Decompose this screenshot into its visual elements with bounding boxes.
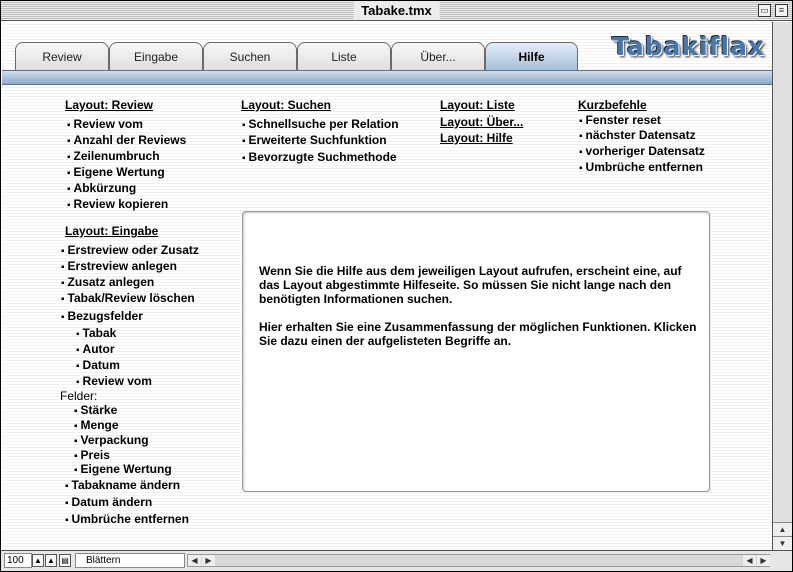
zoom-level[interactable]: 100	[4, 553, 32, 568]
help-link-feld-preis[interactable]: ▪ Preis	[74, 448, 110, 462]
tab-review[interactable]: Review	[15, 42, 109, 70]
tab-ueber[interactable]: Über...	[391, 42, 485, 70]
help-link-erweiterte-suche[interactable]: ▪ Erweiterte Suchfunktion	[242, 133, 387, 147]
felder-label: Felder:	[60, 389, 98, 403]
zoom-out-icon[interactable]: ▲	[32, 554, 44, 567]
collapse-window-icon[interactable]: ≡	[775, 4, 788, 17]
section-title-review[interactable]: Layout: Review	[65, 98, 154, 112]
help-link-eigene-wertung[interactable]: ▪ Eigene Wertung	[67, 165, 165, 179]
section-title-ueber[interactable]: Layout: Über...	[440, 115, 524, 129]
help-link-review-kopieren[interactable]: ▪ Review kopieren	[67, 197, 168, 211]
section-title-hilfe[interactable]: Layout: Hilfe	[440, 131, 513, 145]
scroll-left-icon[interactable]: ◀	[188, 555, 201, 566]
help-link-feld-staerke[interactable]: ▪ Stärke	[74, 403, 117, 417]
help-link-bezugsfelder[interactable]: ▪ Bezugsfelder	[61, 309, 143, 323]
horizontal-scrollbar[interactable]	[187, 554, 770, 567]
help-link-feld-menge[interactable]: ▪ Menge	[74, 418, 119, 432]
help-link-fenster-reset[interactable]: ▪ Fenster reset	[579, 113, 661, 127]
help-info-box	[242, 211, 710, 492]
help-link-feld-eigene-wertung[interactable]: ▪ Eigene Wertung	[74, 462, 172, 476]
help-link-zeilenumbruch[interactable]: ▪ Zeilenumbruch	[67, 149, 160, 163]
layout-content	[2, 22, 772, 550]
window-title: Tabake.tmx	[353, 2, 440, 19]
help-link-erstreview-oder-zusatz[interactable]: ▪ Erstreview oder Zusatz	[61, 243, 199, 257]
help-link-umbrueche-entfernen[interactable]: ▪ Umbrüche entfernen	[65, 512, 189, 526]
help-link-tabakname-aendern[interactable]: ▪ Tabakname ändern	[65, 478, 180, 492]
help-link-review-vom[interactable]: ▪ Review vom	[67, 117, 143, 131]
help-link-feld-verpackung[interactable]: ▪ Verpackung	[74, 433, 149, 447]
help-link-umbrueche-entfernen-kurz[interactable]: ▪ Umbrüche entfernen	[579, 160, 703, 174]
info-paragraph-2: Hier erhalten Sie eine Zusammenfassung der möglichen Funktionen. Klicken Sie dazu einen der aufgelisteten Begriffe an.	[259, 320, 697, 348]
help-link-bezug-review-vom[interactable]: ▪ Review vom	[76, 374, 152, 388]
zoom-in-icon[interactable]: ▲	[45, 554, 57, 567]
status-bar	[1, 550, 792, 571]
help-link-bezug-datum[interactable]: ▪ Datum	[76, 358, 120, 372]
section-title-suchen[interactable]: Layout: Suchen	[241, 98, 332, 112]
section-title-liste[interactable]: Layout: Liste	[440, 98, 515, 112]
mode-indicator[interactable]: Blättern	[75, 553, 185, 568]
help-link-schnellsuche[interactable]: ▪ Schnellsuche per Relation	[242, 117, 399, 131]
tab-suchen[interactable]: Suchen	[203, 42, 297, 70]
tabakiflax-logo: Tabakiflax	[612, 32, 766, 61]
title-bar[interactable]	[1, 1, 792, 21]
status-area-toggle-icon[interactable]: ▤	[59, 554, 71, 567]
scroll-right-icon[interactable]: ▶	[202, 555, 215, 566]
help-link-datum-aendern[interactable]: ▪ Datum ändern	[65, 495, 152, 509]
vertical-scrollbar[interactable]	[772, 22, 792, 550]
info-paragraph-1: Wenn Sie die Hilfe aus dem jeweiligen Layout aufrufen, erscheint eine, auf das Layout abgestimmte Hilfeseite. So müssen Sie nicht lange nach den benötigten Informationen suchen.	[259, 264, 682, 306]
tab-liste[interactable]: Liste	[297, 42, 391, 70]
tab-hilfe[interactable]: Hilfe	[485, 42, 578, 70]
help-link-naechster-datensatz[interactable]: ▪ nächster Datensatz	[579, 128, 696, 142]
help-link-bezug-autor[interactable]: ▪ Autor	[76, 342, 115, 356]
scroll-right-end-icon[interactable]: ▶	[757, 555, 770, 566]
tab-eingabe[interactable]: Eingabe	[109, 42, 203, 70]
header-strip	[2, 70, 772, 85]
section-title-kurzbefehle[interactable]: Kurzbefehle	[578, 98, 647, 112]
help-link-zusatz-anlegen[interactable]: ▪ Zusatz anlegen	[61, 275, 154, 289]
help-link-vorheriger-datensatz[interactable]: ▪ vorheriger Datensatz	[579, 144, 705, 158]
zoom-window-icon[interactable]: ▭	[758, 4, 771, 17]
help-link-tabak-review-loeschen[interactable]: ▪ Tabak/Review löschen	[61, 291, 195, 305]
scroll-down-icon[interactable]: ▼	[773, 536, 792, 550]
help-link-erstreview-anlegen[interactable]: ▪ Erstreview anlegen	[61, 259, 177, 273]
section-title-eingabe[interactable]: Layout: Eingabe	[65, 224, 159, 238]
help-link-bezug-tabak[interactable]: ▪ Tabak	[76, 326, 116, 340]
scroll-up-icon[interactable]: ▲	[773, 522, 792, 536]
tab-bar	[2, 22, 772, 70]
help-link-bevorzugte-suchmethode[interactable]: ▪ Bevorzugte Suchmethode	[242, 150, 397, 164]
help-link-anzahl-reviews[interactable]: ▪ Anzahl der Reviews	[67, 133, 186, 147]
help-link-abkuerzung[interactable]: ▪ Abkürzung	[67, 181, 136, 195]
scroll-left-end-icon[interactable]: ◀	[743, 555, 756, 566]
